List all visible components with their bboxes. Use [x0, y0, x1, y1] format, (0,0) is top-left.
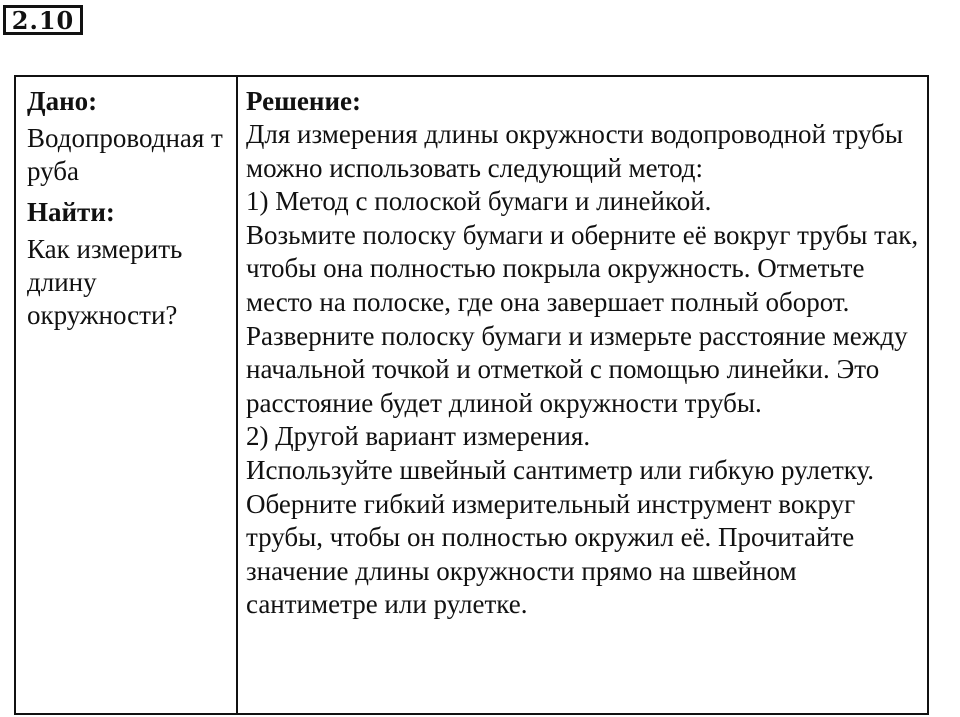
- solution-body: [246, 118, 919, 622]
- given-text: Водопроводная труба: [27, 123, 223, 186]
- given-heading: Дано:: [27, 86, 98, 116]
- find-text: Как измерить длину окружности?: [27, 234, 183, 330]
- solution-paragraph-intro: Для измерения длины окружности водопроводной трубы можно использовать следующий метод:: [246, 119, 904, 183]
- solution-heading: Решение:: [246, 86, 361, 116]
- solution-method-2-title: 2) Другой вариант измерения.: [246, 421, 591, 452]
- solution-column: [238, 77, 927, 713]
- solution-method-1-text: Возьмите полоску бумаги и оберните её вокруг трубы так, чтобы она полностью покрыла окружность. Отметьте место на полоске, где она завершает полный оборот. Разверните полоску бумаги и измерьте расстояние между начальной точкой и отметкой с помощью линейки. Это расстояние будет длиной окружности трубы.: [246, 219, 919, 418]
- solution-table: [14, 75, 929, 715]
- find-heading: Найти:: [27, 197, 115, 227]
- solution-method-2-text: Используйте швейный сантиметр или гибкую рулетку. Оберните гибкий измерительный инструмент вокруг трубы, чтобы он полностью окружил её. Прочитайте значение длины окружности прямо на швейном сантиметре или рулетке.: [246, 454, 875, 620]
- given-column: [16, 77, 238, 713]
- task-number: 2.10: [3, 5, 83, 35]
- solution-method-1-title: 1) Метод с полоской бумаги и линейкой.: [246, 186, 712, 217]
